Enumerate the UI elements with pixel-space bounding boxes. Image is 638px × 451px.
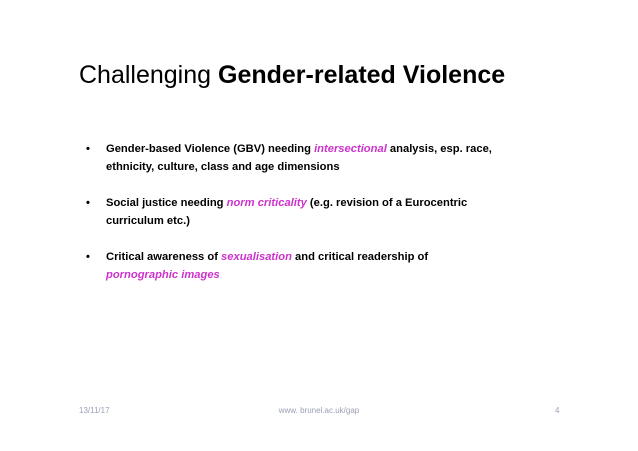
bullet-item-social-justice: [86, 194, 526, 230]
bullet-icon: •: [86, 197, 90, 209]
bullet-icon: •: [86, 251, 90, 263]
title-bold: Gender-related Violence: [218, 61, 506, 89]
bullet-text: Critical awareness of: [106, 251, 222, 263]
footer-page-number: 4: [555, 406, 560, 415]
bullet-item-gbv: [86, 140, 526, 176]
highlight-text: pornographic images: [106, 269, 220, 281]
highlight-text: intersectional: [314, 143, 387, 155]
bullet-text: and critical readership of: [291, 251, 429, 263]
footer-url: www. brunel.ac.uk/gap: [278, 406, 360, 415]
bullet-text: Gender-based Violence (GBV) needing: [106, 143, 315, 155]
highlight-text: norm criticality: [226, 197, 307, 209]
title-regular: Challenging: [79, 61, 218, 89]
bullet-text: analysis, esp. race, ethnicity, culture, class and age dimensions: [106, 143, 492, 173]
highlight-text: sexualisation: [221, 251, 292, 263]
bullet-list: [86, 140, 526, 302]
footer-date: 13/11/17: [79, 406, 110, 415]
bullet-text: (e.g. revision of a Eurocentric curriculum etc.): [106, 197, 468, 227]
bullet-icon: •: [86, 143, 90, 155]
slide-title: [79, 58, 505, 92]
bullet-item-critical-awareness: [86, 248, 526, 284]
bullet-text: Social justice needing: [106, 197, 227, 209]
